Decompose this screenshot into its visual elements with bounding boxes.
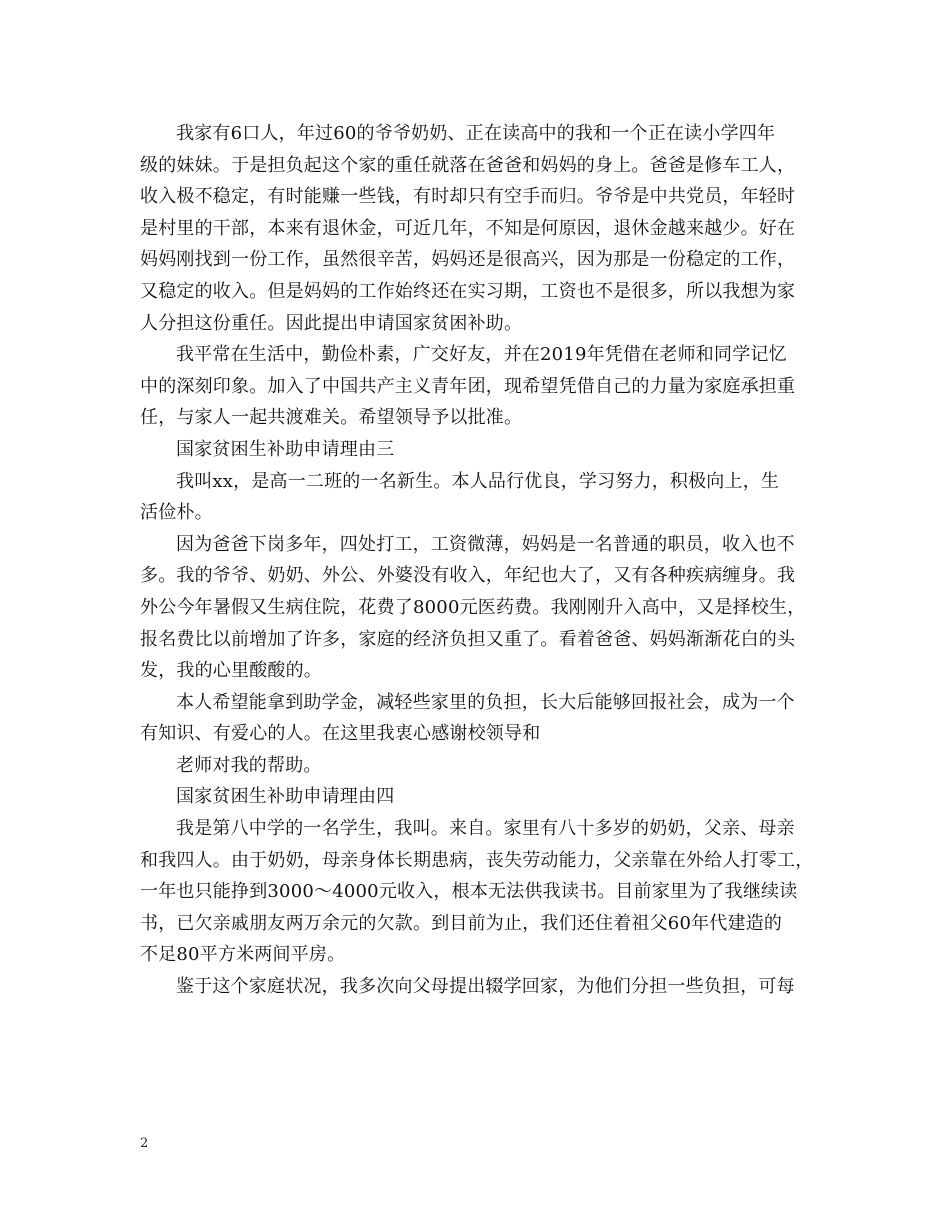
text-line: 一年也只能挣到3000～4000元收入，根本无法供我读书。目前家里为了我继续读 <box>140 881 798 903</box>
text-line: 是村里的干部，本来有退休金，可近几年，不知是何原因，退休金越来越少。好在 <box>140 217 796 239</box>
text-line: 报名费比以前增加了许多，家庭的经济负担又重了。看着爸爸、妈妈渐渐花白的头 <box>140 628 796 650</box>
text-line: 鉴于这个家庭状况，我多次向父母提出辍学回家，为他们分担一些负担，可每 <box>176 976 795 998</box>
text-line: 国家贫困生补助申请理由三 <box>176 438 395 460</box>
page-number: 2 <box>140 1136 149 1151</box>
text-line: 我家有6口人，年过60的爷爷奶奶、正在读高中的我和一个正在读小学四年 <box>176 123 776 144</box>
text-line: 中的深刻印象。加入了中国共产主义青年团，现希望凭借自己的力量为家庭承担重 <box>140 375 796 397</box>
text-line: 不足80平方米两间平房。 <box>140 944 346 966</box>
document-body <box>140 118 812 1003</box>
text-line: 有知识、有爱心的人。在这里我衷心感谢校领导和 <box>140 723 541 745</box>
text-line: 收入极不稳定，有时能赚一些钱，有时却只有空手而归。爷爷是中共党员，年轻时 <box>140 186 796 208</box>
text-line: 发，我的心里酸酸的。 <box>140 660 322 682</box>
text-line: 活俭朴。 <box>140 502 213 524</box>
text-line: 任，与家人一起共渡难关。希望领导予以批准。 <box>140 407 523 429</box>
text-line: 因为爸爸下岗多年，四处打工，工资微薄，妈妈是一名普通的职员，收入也不 <box>176 533 795 555</box>
text-line: 我平常在生活中，勤俭朴素，广交好友，并在2019年凭借在老师和同学记忆 <box>176 344 787 366</box>
text-line: 又稳定的收入。但是妈妈的工作始终还在实习期，工资也不是很多，所以我想为家 <box>140 280 796 302</box>
text-line: 妈妈刚找到一份工作，虽然很辛苦，妈妈还是很高兴，因为那是一份稳定的工作， <box>140 249 796 271</box>
text-line: 本人希望能拿到助学金，减轻些家里的负担，长大后能够回报社会，成为一个 <box>176 691 795 713</box>
text-line: 国家贫困生补助申请理由四 <box>176 786 395 808</box>
text-line: 我是第八中学的一名学生，我叫。来自。家里有八十多岁的奶奶，父亲、母亲 <box>176 818 795 840</box>
text-line: 外公今年暑假又生病住院，花费了8000元医药费。我刚刚升入高中，又是择校生， <box>140 596 806 618</box>
text-line: 我叫xx，是高一二班的一名新生。本人品行优良，学习努力，积极向上，生 <box>176 470 780 492</box>
text-line: 人分担这份重任。因此提出申请国家贫困补助。 <box>140 312 523 334</box>
text-line: 和我四人。由于奶奶，母亲身体长期患病，丧失劳动能力，父亲靠在外给人打零工， <box>140 849 814 871</box>
text-line: 书，已欠亲戚朋友两万余元的欠款。到目前为止，我们还住着祖父60年代建造的 <box>140 912 783 934</box>
text-line: 老师对我的帮助。 <box>176 754 322 776</box>
text-line: 多。我的爷爷、奶奶、外公、外婆没有收入，年纪也大了，又有各种疾病缠身。我 <box>140 565 796 587</box>
text-line: 级的妹妹。于是担负起这个家的重任就落在爸爸和妈妈的身上。爸爸是修车工人， <box>140 154 796 176</box>
